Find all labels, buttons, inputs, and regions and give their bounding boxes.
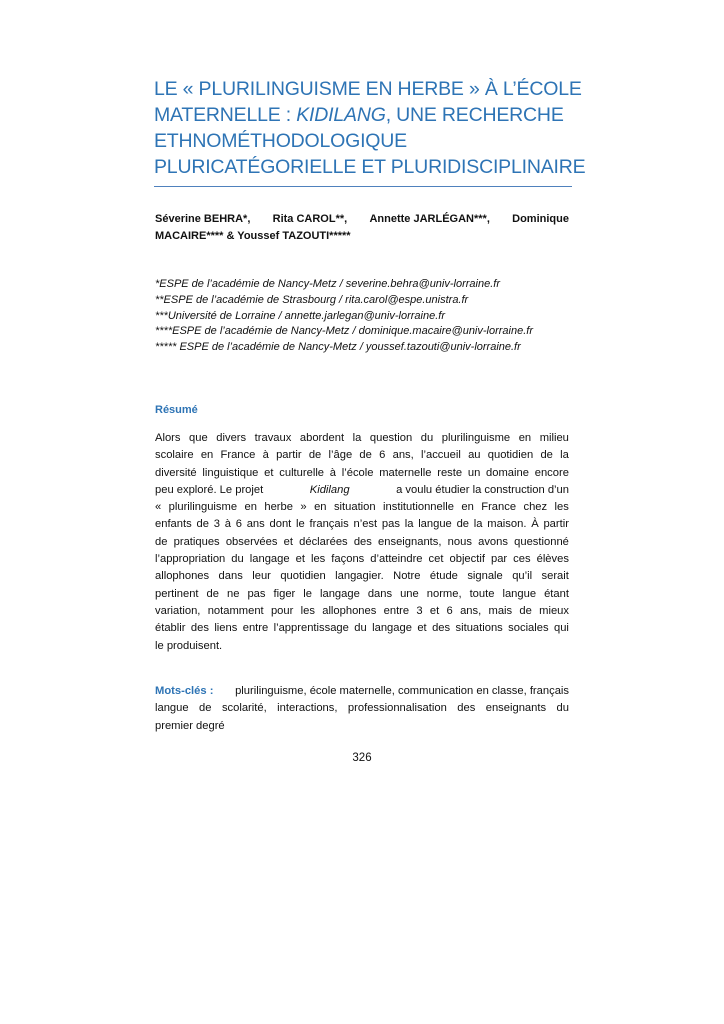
title-line-4: PLURICATÉGORIELLE ET PLURIDISCIPLINAIRE <box>154 156 586 178</box>
keywords-block <box>155 683 569 735</box>
title-line-3: ETHNOMÉTHODOLOGIQUE <box>154 130 407 152</box>
page-number: 326 <box>352 752 372 764</box>
author-list <box>155 211 569 245</box>
abstract-line: enfants de 3 à 6 ans dont le français n’est pas la langue de la maison. À partir <box>155 518 569 531</box>
abstract-line: pertinent de ne pas figer le langage dans une norme, toute langue étant <box>155 587 569 600</box>
abstract-line: de pratiques observées et déclarées des enseignants, nous avons questionné <box>155 535 569 548</box>
affiliation-item: *ESPE de l’académie de Nancy-Metz / severine.behra@univ-lorraine.fr <box>155 278 500 290</box>
title-line-2-prefix: MATERNELLE : <box>154 104 297 126</box>
affiliation-item: ***** ESPE de l’académie de Nancy-Metz / youssef.tazouti@univ-lorraine.fr <box>155 341 521 354</box>
abstract-line: variation, notamment pour les allophones entre 3 et 6 ans, mais de mieux <box>155 604 569 617</box>
affiliation-item: ****ESPE de l’académie de Nancy-Metz / dominique.macaire@univ-lorraine.fr <box>155 325 534 338</box>
abstract-line: l’appropriation du langage et les façons d’atteindre cet objectif par ces élèves <box>155 553 569 566</box>
affiliation-item: **ESPE de l’académie de Strasbourg / rita.carol@espe.unistra.fr <box>155 293 469 306</box>
abstract-line: allophones dans leur quotidien langagier. Notre étude signale qu’il serait <box>155 570 569 583</box>
abstract-line: le produisent. <box>155 639 223 652</box>
title-project-name: KIDILANG <box>296 104 386 126</box>
keywords-label: Mots-clés : <box>155 685 214 697</box>
title-line-2-suffix: , UNE RECHERCHE <box>385 104 564 126</box>
abstract-line: scolaire en France à partir de l’âge de 6 ans, l’accueil au quotidien de la <box>155 449 569 462</box>
abstract-heading: Résumé <box>155 404 198 416</box>
abstract-line: établir des liens entre l’apprentissage du langage et des situations sociales qui <box>155 622 569 635</box>
abstract-line-4-pre: peu exploré. Le projet <box>155 483 264 496</box>
abstract-body <box>155 430 569 655</box>
abstract-line: « plurilinguisme en herbe » en situation institutionnelle en France chez les <box>155 501 569 514</box>
title-line-1: LE « PLURILINGUISME EN HERBE » À L’ÉCOLE <box>154 78 582 100</box>
keywords-line-1: plurilinguisme, école maternelle, communication en classe, français <box>235 685 569 697</box>
author-line-1 <box>155 211 569 228</box>
keywords-line <box>155 683 569 700</box>
keywords-line: premier degré <box>155 719 225 732</box>
abstract-line: Alors que divers travaux abordent la question du plurilinguisme en milieu <box>155 432 569 444</box>
abstract-line <box>155 482 569 499</box>
author-line-2: MACAIRE**** & Youssef TAZOUTI***** <box>155 230 351 242</box>
affiliation-item: ***Université de Lorraine / annette.jarlegan@univ-lorraine.fr <box>155 309 445 322</box>
affiliation-list <box>155 277 585 356</box>
abstract-line: diversité linguistique et culturelle à l’école maternelle reste un domaine encore <box>155 466 569 479</box>
author-macaire-first: Dominique <box>512 213 569 225</box>
article-title <box>154 76 586 187</box>
author-behra: Séverine BEHRA*, <box>155 213 251 225</box>
keywords-line: langue de scolarité, interactions, professionnalisation des enseignants du <box>155 702 569 715</box>
abstract-project-name: Kidilang <box>309 483 350 496</box>
title-line-2 <box>154 102 572 128</box>
author-carol: Rita CAROL**, <box>272 213 348 225</box>
abstract-line-4-post: a voulu étudier la construction d’un <box>396 483 569 496</box>
author-jarlegan: Annette JARLÉGAN***, <box>369 213 490 225</box>
